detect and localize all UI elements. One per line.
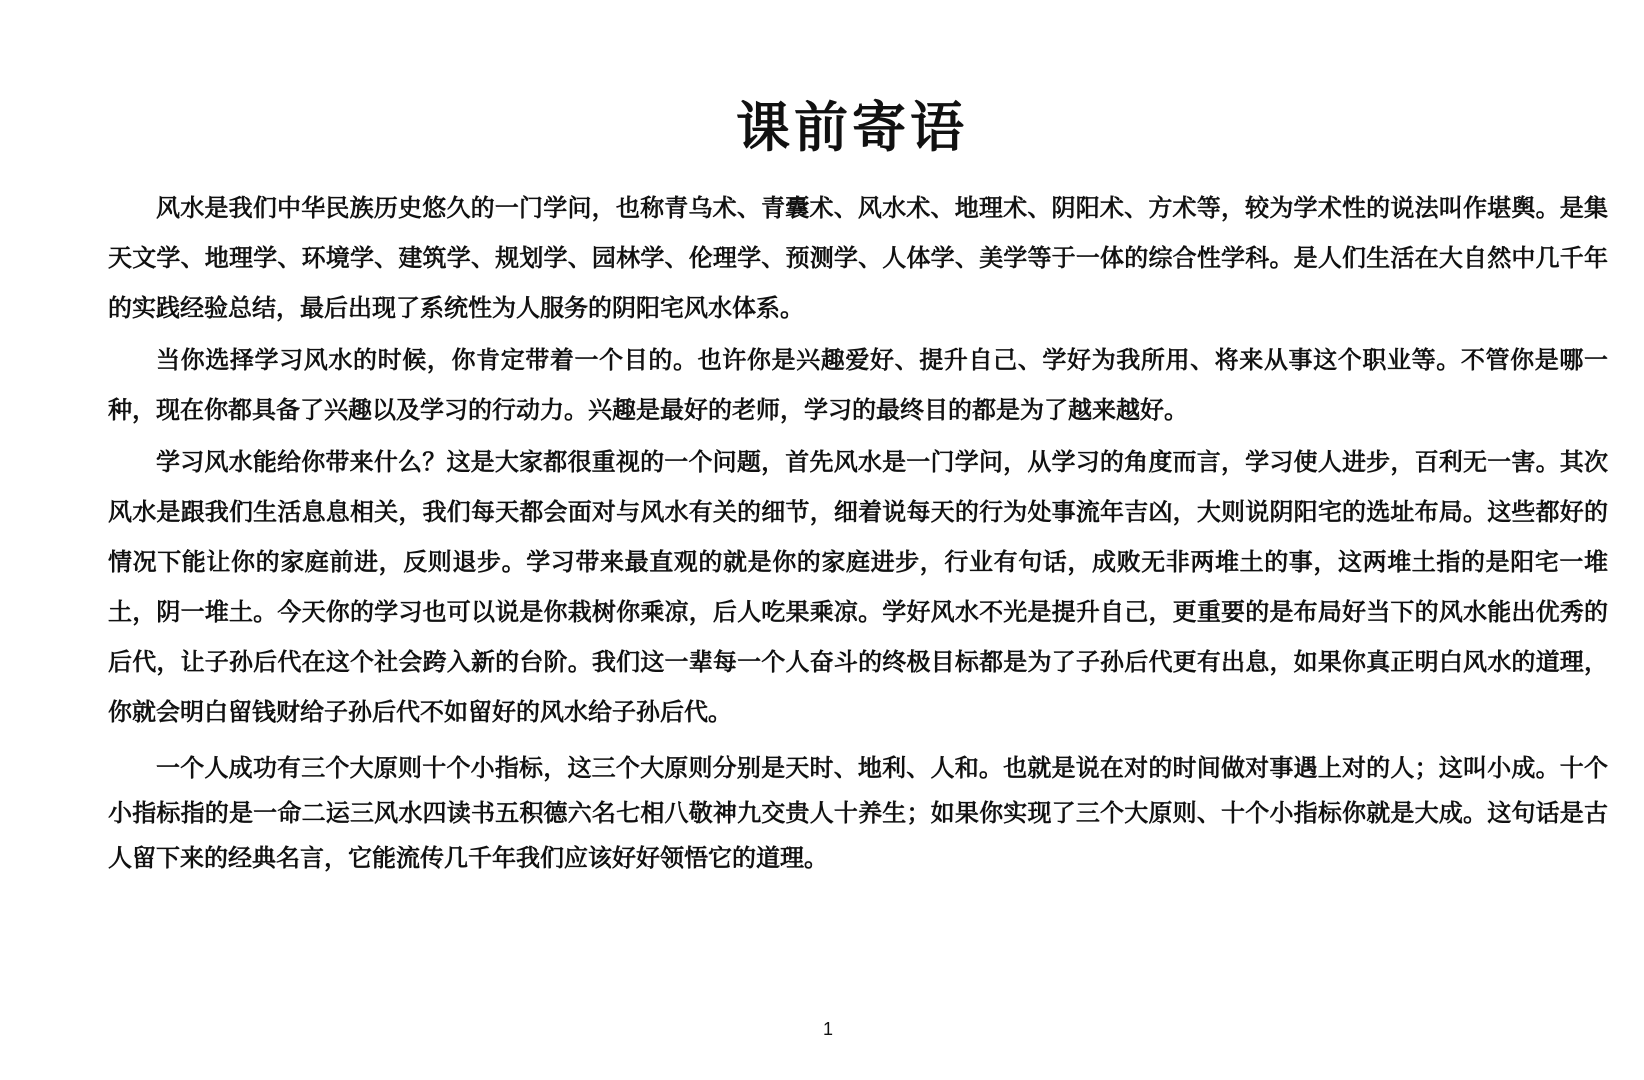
paragraph-1: 风水是我们中华民族历史悠久的一门学问，也称青乌术、青囊术、风水术、地理术、阴阳术、方术等，较为学术性的说法叫作堪舆。是集天文学、地理学、环境学、建筑学、规划学、园林学、伦理学、预测学、人体学、美学等于一体的综合性学科。是人们生活在大自然中几千年的实践经验总结，最后出现了系统性为人服务的阴阳宅风水体系。 bbox=[108, 193, 1608, 322]
paragraph-2: 当你选择学习风水的时候，你肯定带着一个目的。也许你是兴趣爱好、提升自己、学好为我所用、将来从事这个职业等。不管你是哪一种，现在你都具备了兴趣以及学习的行动力。兴趣是最好的老师，学习的最终目的都是为了越来越好。 bbox=[108, 345, 1608, 424]
page-number: 1 bbox=[822, 1019, 833, 1039]
paragraph-3: 学习风水能给你带来什么？这是大家都很重视的一个问题，首先风水是一门学问，从学习的角度而言，学习使人进步，百利无一害。其次风水是跟我们生活息息相关，我们每天都会面对与风水有关的细节，细着说每天的行为处事流年吉凶，大则说阴阳宅的选址布局。这些都好的情况下能让你的家庭前进，反则退步。学习带来最直观的就是你的家庭进步，行业有句话，成败无非两堆土的事，这两堆土指的是阳宅一堆土，阴一堆土。今天你的学习也可以说是你栽树你乘凉，后人吃果乘凉。学好风水不光是提升自己，更重要的是布局好当下的风水能出优秀的后代，让子孙后代在这个社会跨入新的台阶。我们这一辈每一个人奋斗的终极目标都是为了子孙后代更有出息，如果你真正明白风水的道理，你就会明白留钱财给子孙后代不如留好的风水给子孙后代。 bbox=[108, 447, 1608, 726]
paragraph-4: 一个人成功有三个大原则十个小指标，这三个大原则分别是天时、地利、人和。也就是说在对的时间做对事遇上对的人；这叫小成。十个小指标指的是一命二运三风水四读书五积德六名七相八敬神九交贵人十养生；如果你实现了三个大原则、十个小指标你就是大成。这句话是古人留下来的经典名言，它能流传几千年我们应该好好领悟它的道理。 bbox=[108, 753, 1608, 872]
body-text bbox=[108, 183, 1608, 880]
page-title: 课前寄语 bbox=[736, 95, 968, 159]
